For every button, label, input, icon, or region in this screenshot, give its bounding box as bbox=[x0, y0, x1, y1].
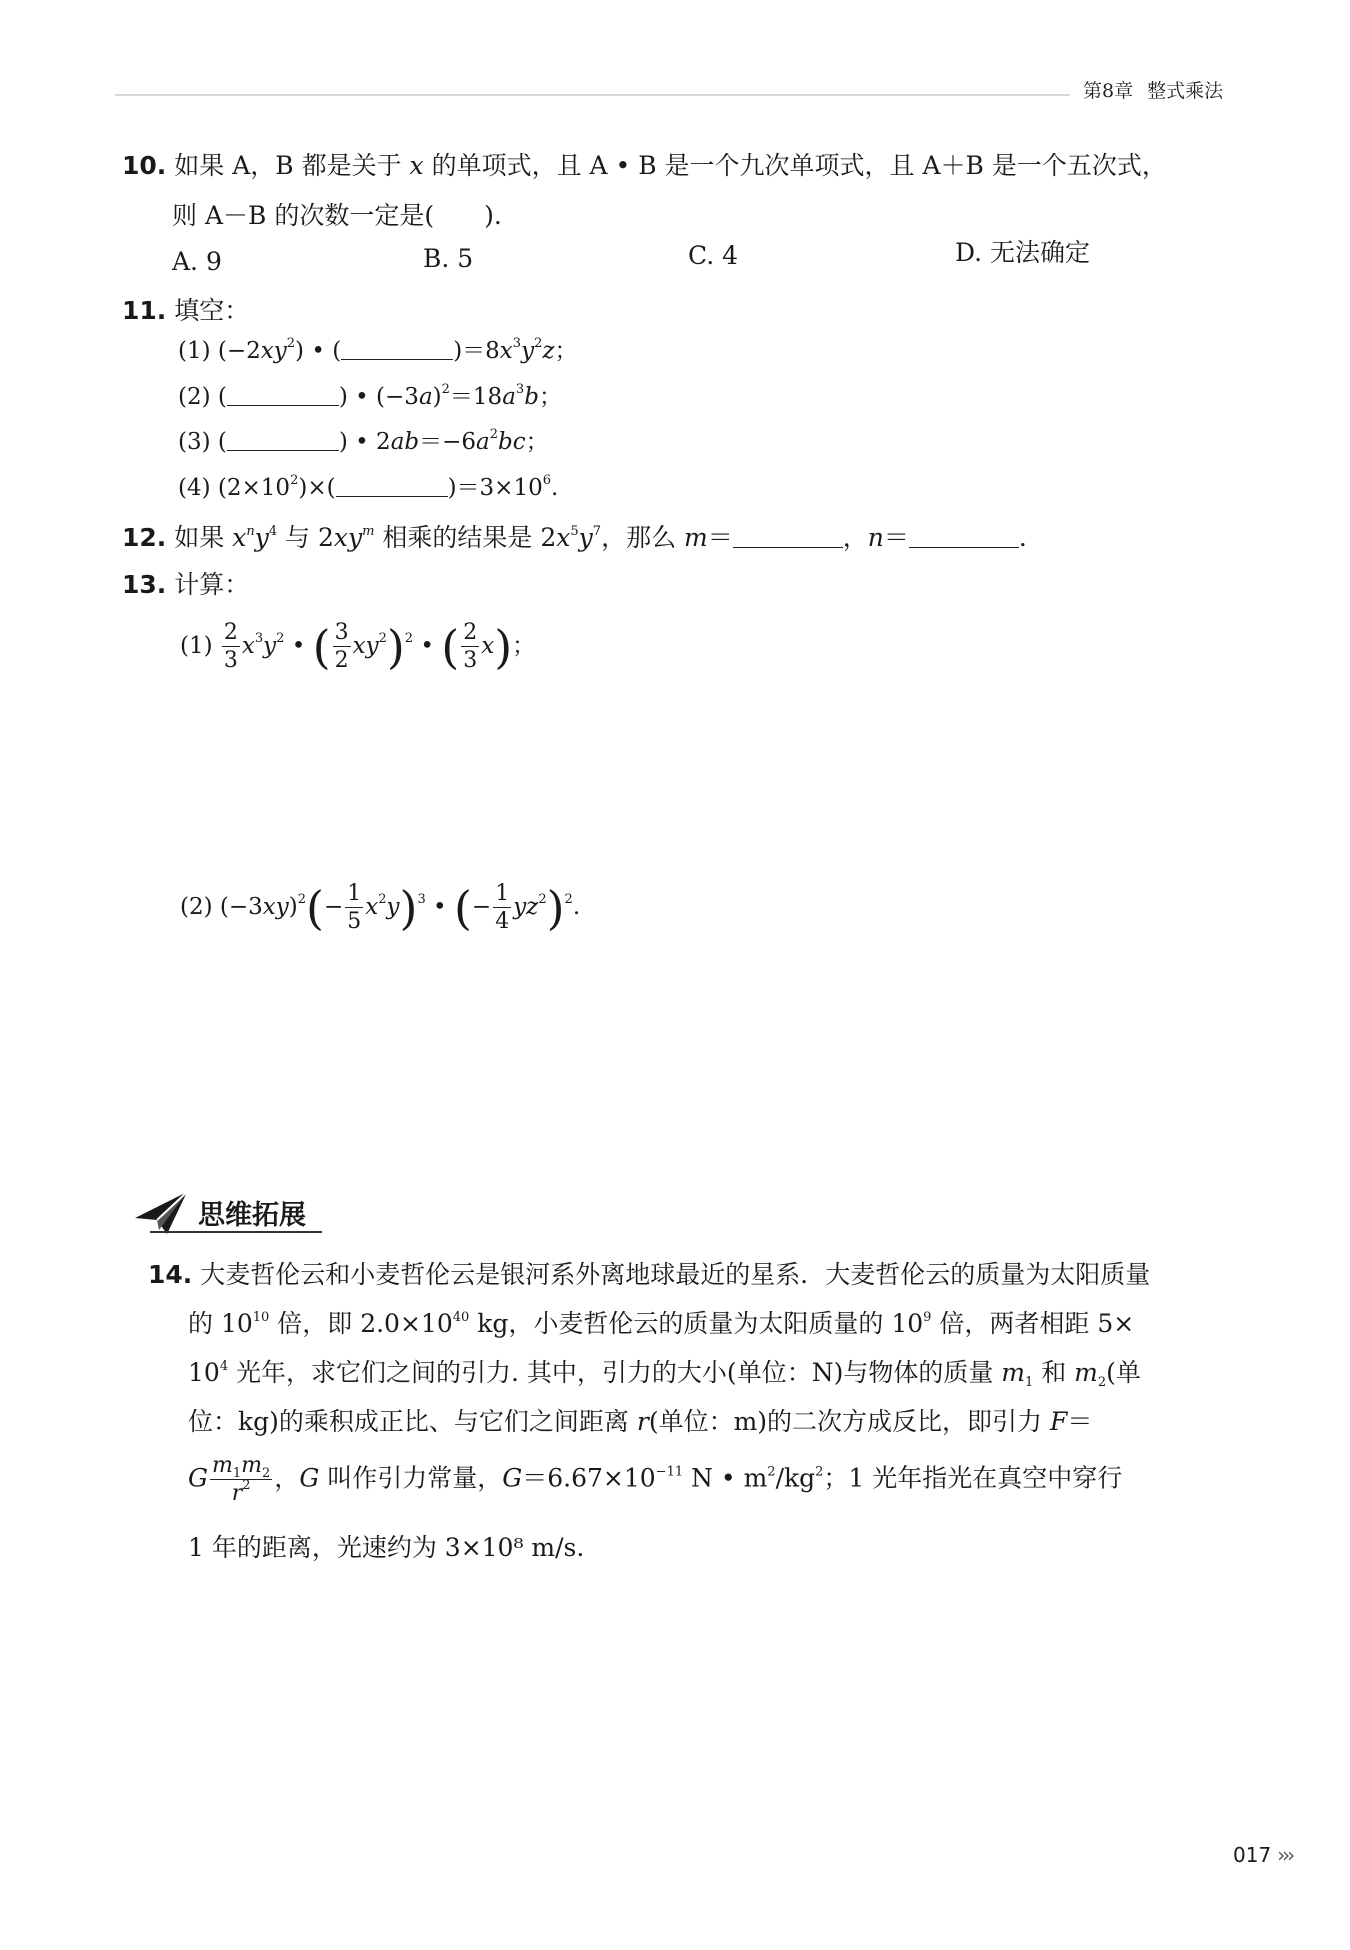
question-14-line-3: $10^4$ 光年，求它们之间的引力. 其中，引力的大小(单位：N)与物体的质量 $m_1$ 和 $m_2$(单 bbox=[188, 1358, 1141, 1390]
item-label: (1) bbox=[178, 338, 211, 364]
section-title: 思维拓展 bbox=[198, 1200, 306, 1231]
question-12: 12. 如果 $x^ny^4$ 与 $2xy^m$ 相乘的结果是 $2x^5y^7$，那么 m＝ ，n＝ . bbox=[122, 523, 1027, 552]
question-10-line-2: 则 A－B 的次数一定是( ). bbox=[172, 201, 502, 230]
chevrons-icon: ››› bbox=[1277, 1843, 1293, 1867]
question-14-line-4: 位：kg)的乘积成正比、与它们之间距离 r(单位：m)的二次方成反比，即引力 F＝ bbox=[188, 1407, 1093, 1436]
item-label: (2) bbox=[178, 384, 211, 410]
question-number: 12. bbox=[122, 523, 167, 552]
item-label: (3) bbox=[178, 429, 211, 455]
section-underline bbox=[150, 1231, 322, 1233]
question-text: 大麦哲伦云和小麦哲伦云是银河系外离地球最近的星系．大麦哲伦云的质量为太阳质量 bbox=[200, 1260, 1151, 1289]
question-text: 填空： bbox=[174, 296, 250, 325]
question-text: 如果 A，B 都是关于 bbox=[174, 151, 402, 180]
question-number: 10. bbox=[122, 151, 167, 180]
answer-blank-m[interactable] bbox=[733, 547, 843, 548]
question-10-line-1 bbox=[122, 153, 1167, 178]
option-d: D. 无法确定 bbox=[955, 238, 1091, 267]
header-rule bbox=[115, 94, 1070, 96]
question-number: 13. bbox=[122, 570, 167, 599]
answer-blank[interactable] bbox=[227, 405, 339, 406]
answer-blank[interactable] bbox=[336, 496, 448, 497]
question-text: 的单项式，且 A • B 是一个九次单项式，且 A＋B 是一个五次式， bbox=[431, 151, 1167, 180]
page-number bbox=[1233, 1843, 1292, 1867]
calc-item-1: (1) $\frac{2}{3}$ $x^3y^2$ • ( $\frac{3}{2}$ $xy^2)^2$ • ( $\frac{2}{3}$ x)； bbox=[180, 620, 536, 674]
fill-item-2: (2) ( ) • $(-3a)^2=18a^3b$； bbox=[178, 382, 562, 410]
question-number: 14. bbox=[148, 1260, 193, 1289]
page-number-text: 017 bbox=[1233, 1843, 1272, 1867]
question-14-line-2: 的 $10^{10}$ 倍，即 $2.0\times 10^{40}$ kg，小麦哲伦云的质量为太阳质量的 $10^9$ 倍，两者相距 5× bbox=[188, 1309, 1135, 1338]
question-text: 计算： bbox=[174, 570, 250, 599]
question-11-title bbox=[122, 298, 249, 323]
chapter-header bbox=[1083, 76, 1223, 103]
math-var: x bbox=[409, 151, 424, 180]
answer-blank-n[interactable] bbox=[909, 547, 1019, 548]
question-14-line-6: 1 年的距离，光速约为 3×10⁸ m/s. bbox=[188, 1533, 585, 1562]
option-a: A. 9 bbox=[172, 247, 222, 276]
chapter-number: 第8章 bbox=[1083, 80, 1134, 102]
question-13-title bbox=[122, 572, 249, 597]
question-14-line-5: G $\frac{m_1m_2}{r^2}$ ，G 叫作引力常量，$G=6.67\times 10^{-11}$ N • $m^2/kg^2$；1 光年指光在真空中穿行 bbox=[188, 1453, 1123, 1506]
question-number: 11. bbox=[122, 296, 167, 325]
answer-blank[interactable] bbox=[227, 450, 339, 451]
paper-plane-icon bbox=[133, 1190, 189, 1236]
question-14-line-1 bbox=[148, 1262, 1150, 1287]
answer-blank[interactable] bbox=[341, 359, 453, 360]
calc-item-2: (2) $(-3xy)^2(-$ $\frac{1}{5}$ $x^2y)^3$ • (− $\frac{1}{4}$ $yz^2)^2$. bbox=[180, 881, 581, 935]
fill-item-4: (4) $(2\times 10^2)\times$( )$=3\times 10^6$. bbox=[178, 473, 559, 501]
option-b: B. 5 bbox=[423, 244, 474, 273]
item-label: (4) bbox=[178, 475, 211, 501]
fill-item-3: (3) ( ) • $2ab=-6a^2bc$； bbox=[178, 427, 549, 455]
option-c: C. 4 bbox=[688, 241, 739, 270]
fill-item-1: (1) $(-2xy^2)$ • ( )$=8x^3y^2z$； bbox=[178, 336, 578, 364]
chapter-title: 整式乘法 bbox=[1147, 80, 1224, 102]
